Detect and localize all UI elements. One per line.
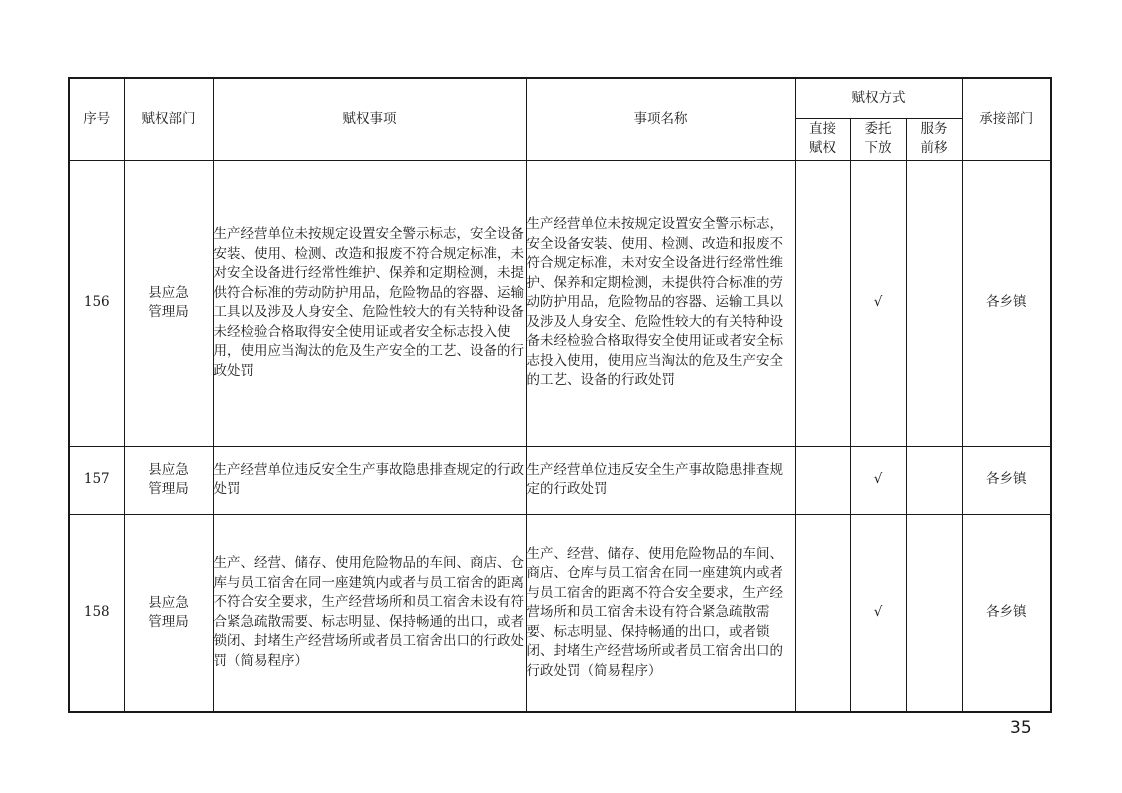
row-dept: 县应急管理局 bbox=[124, 160, 213, 446]
row-undertake: 各乡镇 bbox=[962, 160, 1051, 446]
row-entrust: √ bbox=[850, 514, 906, 712]
row-undertake: 各乡镇 bbox=[962, 514, 1051, 712]
header-mode-direct: 直接赋权 bbox=[795, 118, 850, 160]
header-mode-service: 服务前移 bbox=[906, 118, 962, 160]
header-mode: 赋权方式 bbox=[795, 78, 962, 118]
row-item: 生产、经营、储存、使用危险物品的车间、商店、仓库与员工宿舍在同一座建筑内或者与员工宿舍的距离不符合安全要求，生产经营场所和员工宿舍未设有符合紧急疏散需要、标志明显、保持畅通的出口，或者锁闭、封堵生产经营场所或者员工宿舍出口的行政处罚（简易程序） bbox=[213, 514, 526, 712]
row-direct bbox=[795, 446, 850, 514]
row-item: 生产经营单位未按规定设置安全警示标志，安全设备安装、使用、检测、改造和报废不符合规定标准，未对安全设备进行经常性维护、保养和定期检测，未提供符合标准的劳动防护用品，危险物品的容器、运输工具以及涉及人身安全、危险性较大的有关特种设备未经检验合格取得安全使用证或者安全标志投入使用，使用应当淘汰的危及生产安全的工艺、设备的行政处罚 bbox=[213, 160, 526, 446]
header-name: 事项名称 bbox=[526, 78, 795, 160]
row-entrust: √ bbox=[850, 446, 906, 514]
row-direct bbox=[795, 160, 850, 446]
header-seq: 序号 bbox=[69, 78, 124, 160]
row-dept: 县应急管理局 bbox=[124, 446, 213, 514]
row-undertake: 各乡镇 bbox=[962, 446, 1051, 514]
header-item: 赋权事项 bbox=[213, 78, 526, 160]
row-service bbox=[906, 160, 962, 446]
header-undertake: 承接部门 bbox=[962, 78, 1051, 160]
authority-table bbox=[68, 77, 1052, 713]
page-number: 35 bbox=[1010, 718, 1032, 738]
row-name: 生产经营单位未按规定设置安全警示标志，安全设备安装、使用、检测、改造和报废不符合规定标准，未对安全设备进行经常性维护、保养和定期检测，未提供符合标准的劳动防护用品，危险物品的容器、运输工具以及涉及人身安全、危险性较大的有关特种设备未经检验合格取得安全使用证或者安全标志投入使用，使用应当淘汰的危及生产安全的工艺、设备的行政处罚 bbox=[526, 160, 795, 446]
row-name: 生产经营单位违反安全生产事故隐患排查规定的行政处罚 bbox=[526, 446, 795, 514]
table-row bbox=[69, 160, 1051, 446]
table-row bbox=[69, 514, 1051, 712]
row-seq: 158 bbox=[69, 514, 124, 712]
row-item: 生产经营单位违反安全生产事故隐患排查规定的行政处罚 bbox=[213, 446, 526, 514]
row-service bbox=[906, 446, 962, 514]
row-name: 生产、经营、储存、使用危险物品的车间、商店、仓库与员工宿舍在同一座建筑内或者与员工宿舍的距离不符合安全要求，生产经营场所和员工宿舍未设有符合紧急疏散需要、标志明显、保持畅通的出口，或者锁闭、封堵生产经营场所或者员工宿舍出口的行政处罚（简易程序） bbox=[526, 514, 795, 712]
header-dept: 赋权部门 bbox=[124, 78, 213, 160]
row-seq: 157 bbox=[69, 446, 124, 514]
row-entrust: √ bbox=[850, 160, 906, 446]
row-dept: 县应急管理局 bbox=[124, 514, 213, 712]
row-seq: 156 bbox=[69, 160, 124, 446]
row-direct bbox=[795, 514, 850, 712]
header-mode-entrust: 委托下放 bbox=[850, 118, 906, 160]
table-row bbox=[69, 446, 1051, 514]
row-service bbox=[906, 514, 962, 712]
